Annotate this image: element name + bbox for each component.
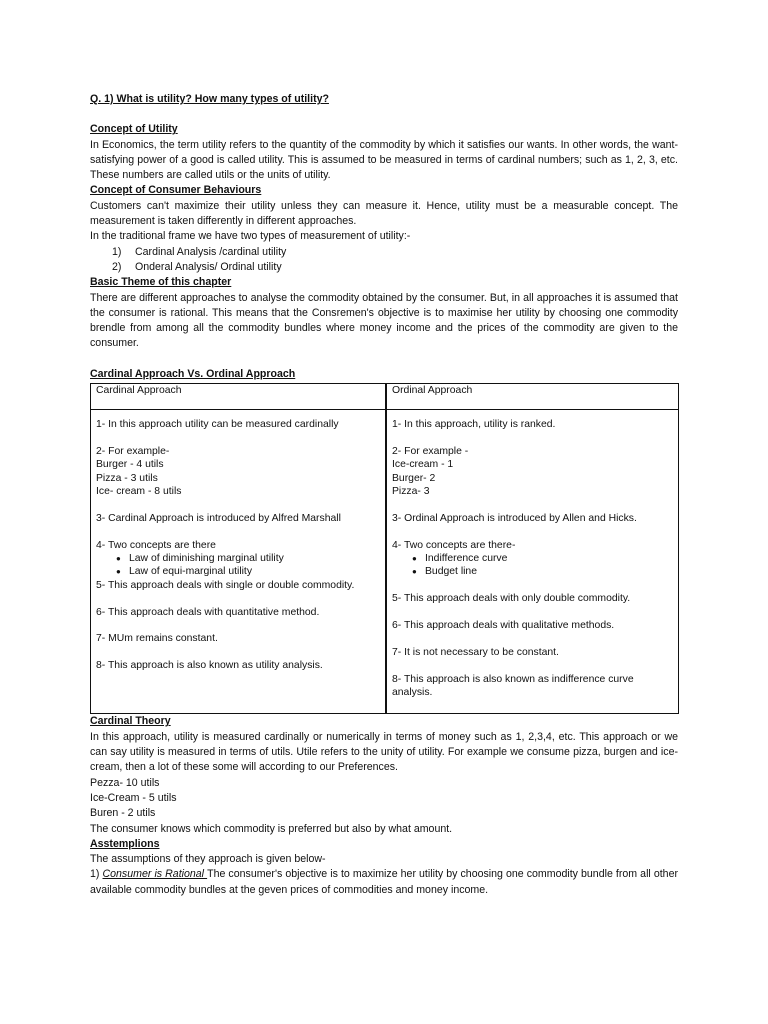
list-item: ● Law of equi-marginal utility [96,565,380,578]
header-ordinal: Ordinal Approach [386,384,679,410]
consumer-behaviour-intro: In the traditional frame we have two types of measurement of utility:- [90,230,411,243]
heading-cardinal-theory: Cardinal Theory [90,715,171,728]
list-item: ● Indifference curve [392,552,673,565]
question-title: Q. 1) What is utility? How many types of utility? [90,93,329,105]
list-item: ● Law of diminishing marginal utility [96,552,380,565]
heading-comparison: Cardinal Approach Vs. Ordinal Approach [90,367,296,380]
measurement-types-list [90,245,678,276]
heading-concept-utility: Concept of Utility [90,123,178,136]
cardinal-theory-closing: The consumer knows which commodity is preferred but also by what amount. [90,822,453,835]
assumption-item-1: 1) Consumer is Rational The consumer's objective is to maximize her utility by choosing one commodity bundle from all other available commodity bundles at the geven prices of commodities and money income. [90,868,678,896]
util-line: Buren - 2 utils [90,807,156,820]
heading-basic-theme: Basic Theme of this chapter [90,276,232,289]
ordinal-cell: 1- In this approach, utility is ranked. 2- For example - Ice-cream - 1 Burger- 2 Pizza- 3 3- Ordinal Approach is introduced by Allen and Hicks. 4- Two concepts are there- ● Indifference curve ● Budget line 5- This approach deals with only double commodity. 6- This approach deals with qualitative methods. 7- It is not necessary to be constant. 8- This approach is also known as indifference curve analysis. [386,410,679,714]
header-cardinal: Cardinal Approach [91,384,387,410]
table-header-row [91,384,679,410]
list-item: 2) Onderal Analysis/ Ordinal utility [112,260,282,273]
heading-consumer-behaviour: Concept of Consumer Behaviours [90,184,262,197]
util-line: Pezza- 10 utils [90,776,160,789]
basic-theme-text: There are different approaches to analyse the commodity obtained by the consumer. But, in all approaches it is assumed that the consumer is rational. This means that the Consremen's objective is to maximise her utility by choosing one commodity brendle from among all the commodity bundles where money income and the prices of the commodity are given to the consumer. [90,291,678,350]
util-line: Ice-Cream - 5 utils [90,791,177,804]
assumptions-intro: The assumptions of they approach is given below- [90,853,326,866]
consumer-behaviour-text: Customers can't maximize their utility unless they can measure it. Hence, utility must be a measurable concept. The measurement is taken differently in different approaches. [90,199,678,228]
document-page [90,92,678,898]
cardinal-theory-text: In this approach, utility is measured cardinally or numerically in terms of money such as 1, 2,3,4, etc. This approach or we can say utility is measured in terms of utils. Utile refers to the unity of utility. For example we consume pizza, burgen and ice-cream, then a lot of these some will according to our Preferences. [90,730,678,774]
comparison-table [90,383,679,714]
heading-assumptions: Asstemplions [90,837,160,850]
cardinal-cell: 1- In this approach utility can be measured cardinally 2- For example- Burger - 4 utils Pizza - 3 utils Ice- cream - 8 utils 3- Cardinal Approach is introduced by Alfred Marshall 4- Two concepts are there ● Law of diminishing marginal utility ● Law of equi-marginal utility 5- This approach deals with single or double commodity. 6- This approach deals with quantitative method. 7- MUm remains constant. 8- This approach is also known as utility analysis. [91,410,387,714]
list-item: 1) Cardinal Analysis /cardinal utility [112,245,287,258]
list-item: ● Budget line [392,565,673,578]
concept-utility-text: In Economics, the term utility refers to the quantity of the commodity by which it satisfies our wants. In other words, the want-satisfying power of a good is called utility. This is assumed to be measured in terms of cardinal numbers; such as 1, 2, 3, etc. These numbers are called utils or the units of utility. [90,138,678,182]
table-row [91,410,679,714]
